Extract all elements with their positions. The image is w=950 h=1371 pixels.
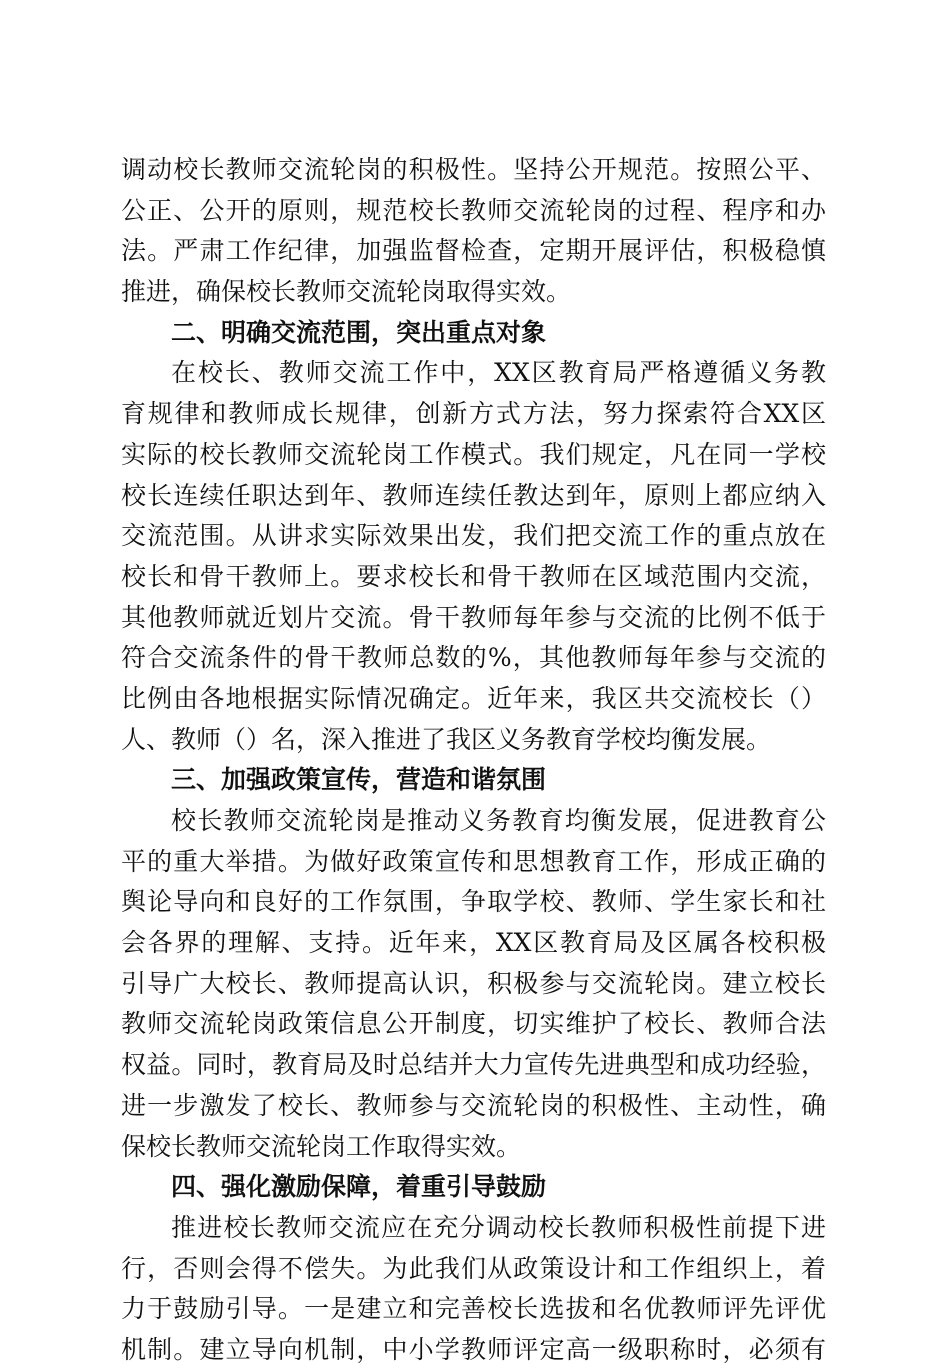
paragraph-first-line: 推进校长教师交流应在充分调动校长教师积极性前提下进: [171, 1212, 826, 1242]
text-line: 育规律和教师成长规律，创新方式方法，努力探索符合XX区: [121, 399, 826, 429]
text-line: 舆论导向和良好的工作氛围，争取学校、教师、学生家长和社: [121, 887, 826, 917]
text-line: 符合交流条件的骨干教师总数的%，其他教师每年参与交流的: [121, 643, 826, 673]
text-line: 权益。同时，教育局及时总结并大力宣传先进典型和成功经验，: [121, 1050, 826, 1080]
text-line: 行，否则会得不偿失。为此我们从政策设计和工作组织上，着: [121, 1253, 826, 1283]
text-line: 法。严肃工作纪律，加强监督检查，定期开展评估，积极稳慎: [121, 236, 826, 266]
text-line: 比例由各地根据实际情况确定。近年来，我区共交流校长（）: [121, 683, 826, 713]
text-line: 调动校长教师交流轮岗的积极性。坚持公开规范。按照公平、: [121, 155, 826, 184]
text-line: 引导广大校长、教师提高认识，积极参与交流轮岗。建立校长: [121, 968, 826, 998]
text-line: 平的重大举措。为做好政策宣传和思想教育工作，形成正确的: [121, 846, 826, 876]
section-heading: 四、强化激励保障，着重引导鼓励: [171, 1172, 547, 1202]
text-line: 进一步激发了校长、教师参与交流轮岗的积极性、主动性，确: [121, 1090, 826, 1120]
paragraph-first-line: 在校长、教师交流工作中，XX区教育局严格遵循义务教: [171, 358, 826, 388]
text-line: 校长和骨干教师上。要求校长和骨干教师在区域范围内交流，: [121, 561, 826, 591]
text-line: 公正、公开的原则，规范校长教师交流轮岗的过程、程序和办: [121, 195, 826, 225]
document-page: [121, 150, 826, 1371]
text-line: 校长连续任职达到年、教师连续任教达到年，原则上都应纳入: [121, 480, 826, 510]
text-line: 交流范围。从讲求实际效果出发，我们把交流工作的重点放在: [121, 521, 826, 551]
text-line: 力于鼓励引导。一是建立和完善校长选拔和名优教师评先评优: [121, 1294, 826, 1324]
section-heading: 三、加强政策宣传，营造和谐氛围: [171, 765, 547, 795]
text-line: 推进，确保校长教师交流轮岗取得实效。: [121, 277, 572, 307]
text-line: 实际的校长教师交流轮岗工作模式。我们规定，凡在同一学校: [121, 439, 826, 469]
text-line: 会各界的理解、支持。近年来，XX区教育局及区属各校积极: [121, 928, 826, 958]
text-line: 教师交流轮岗政策信息公开制度，切实维护了校长、教师合法: [121, 1009, 826, 1039]
section-heading: 二、明确交流范围，突出重点对象: [171, 317, 547, 347]
text-line: 机制。建立导向机制，中小学教师评定高一级职称时，必须有: [121, 1334, 826, 1364]
text-line: 人、教师（）名，深入推进了我区义务教育学校均衡发展。: [121, 724, 772, 754]
paragraph-first-line: 校长教师交流轮岗是推动义务教育均衡发展，促进教育公: [171, 806, 826, 835]
text-line: 其他教师就近划片交流。骨干教师每年参与交流的比例不低于: [121, 602, 826, 632]
text-line: 保校长教师交流轮岗工作取得实效。: [121, 1131, 522, 1161]
